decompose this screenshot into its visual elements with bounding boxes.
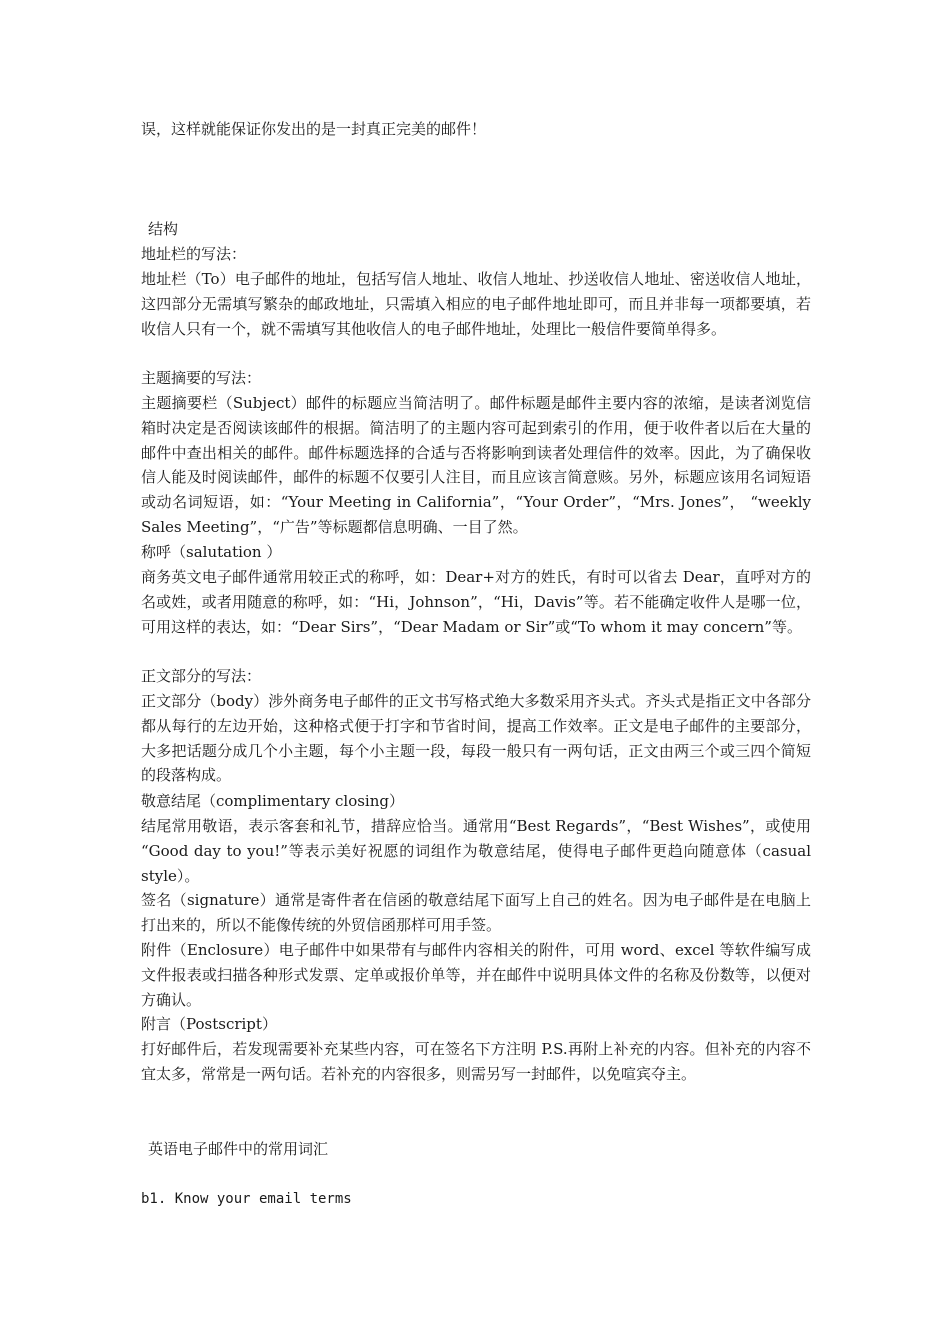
paragraph-subject: 主题摘要栏（Subject）邮件的标题应当简洁明了。邮件标题是邮件主要内容的浓缩，是读者浏览信箱时决定是否阅读该邮件的根据。简洁明了的主题内容可起到索引的作用，便于收件者以后在大量的邮件中查出相关的邮件。邮件标题选择的合适与否将影响到读者处理信件的效率。因此，为了确保收信人能及时阅读邮件，邮件的标题不仅要引人注目，而且应该言简意赅。另外，标题应该用名词短语或动名词短语，如：“Your Meeting in California”，“Your Order”，“Mrs. Jones”， “weekly Sales Meeting”，“广告”等标题都信息明确、一目了然。 [141,394,811,536]
heading-salutation: 称呼（salutation ） [141,543,282,561]
heading-postscript: 附言（Postscript） [141,1015,277,1033]
heading-closing: 敬意结尾（complimentary closing） [141,792,404,810]
section-title-structure: 结构 [148,220,179,238]
vocab-item-b1: b1. Know your email terms [141,1191,352,1207]
heading-to: 地址栏的写法： [141,245,247,263]
paragraph-signature: 签名（signature）通常是寄件者在信函的敬意结尾下面写上自己的姓名。因为电子邮件是在电脑上打出来的，所以不能像传统的外贸信函那样可用手签。 [141,891,811,934]
heading-subject: 主题摘要的写法： [141,369,262,387]
intro-tail: 误，这样就能保证你发出的是一封真正完美的邮件！ [141,120,487,138]
paragraph-salutation: 商务英文电子邮件通常用较正式的称呼，如：Dear+对方的姓氏，有时可以省去 Dear，直呼对方的名或姓，或者用随意的称呼，如：“Hi，Johnson”，“Hi，Davis”等。若不能确定收件人是哪一位，可用这样的表达，如：“Dear Sirs”，“Dear Madam or Sir”或“To whom it may concern”等。 [141,568,811,636]
paragraph-enclosure: 附件（Enclosure）电子邮件中如果带有与邮件内容相关的附件，可用 word、excel 等软件编写成文件报表或扫描各种形式发票、定单或报价单等，并在邮件中说明具体文件的名称及份数等，以便对方确认。 [141,941,811,1009]
section-title-vocab: 英语电子邮件中的常用词汇 [148,1140,329,1158]
paragraph-body: 正文部分（body）涉外商务电子邮件的正文书写格式绝大多数采用齐头式。齐头式是指正文中各部分都从每行的左边开始，这种格式便于打字和节省时间，提高工作效率。正文是电子邮件的主要部分，大多把话题分成几个小主题，每个小主题一段，每段一般只有一两句话，正文由两三个或三四个简短的段落构成。 [141,692,811,785]
heading-body: 正文部分的写法： [141,667,262,685]
paragraph-to: 地址栏（To）电子邮件的地址，包括写信人地址、收信人地址、抄送收信人地址、密送收信人地址，这四部分无需填写繁杂的邮政地址，只需填入相应的电子邮件地址即可，而且并非每一项都要填，若收信人只有一个，就不需填写其他收信人的电子邮件地址，处理比一般信件要简单得多。 [141,270,811,338]
paragraph-closing: 结尾常用敬语，表示客套和礼节，措辞应恰当。通常用“Best Regards”，“Best Wishes”，或使用 “Good day to you!”等表示美好祝愿的词组作为敬意结尾，使得电子邮件更趋向随意体（casual style）。 [141,817,811,885]
paragraph-postscript: 打好邮件后，若发现需要补充某些内容，可在签名下方注明 P.S.再附上补充的内容。但补充的内容不宜太多，常常是一两句话。若补充的内容很多，则需另写一封邮件，以免喧宾夺主。 [141,1040,811,1083]
